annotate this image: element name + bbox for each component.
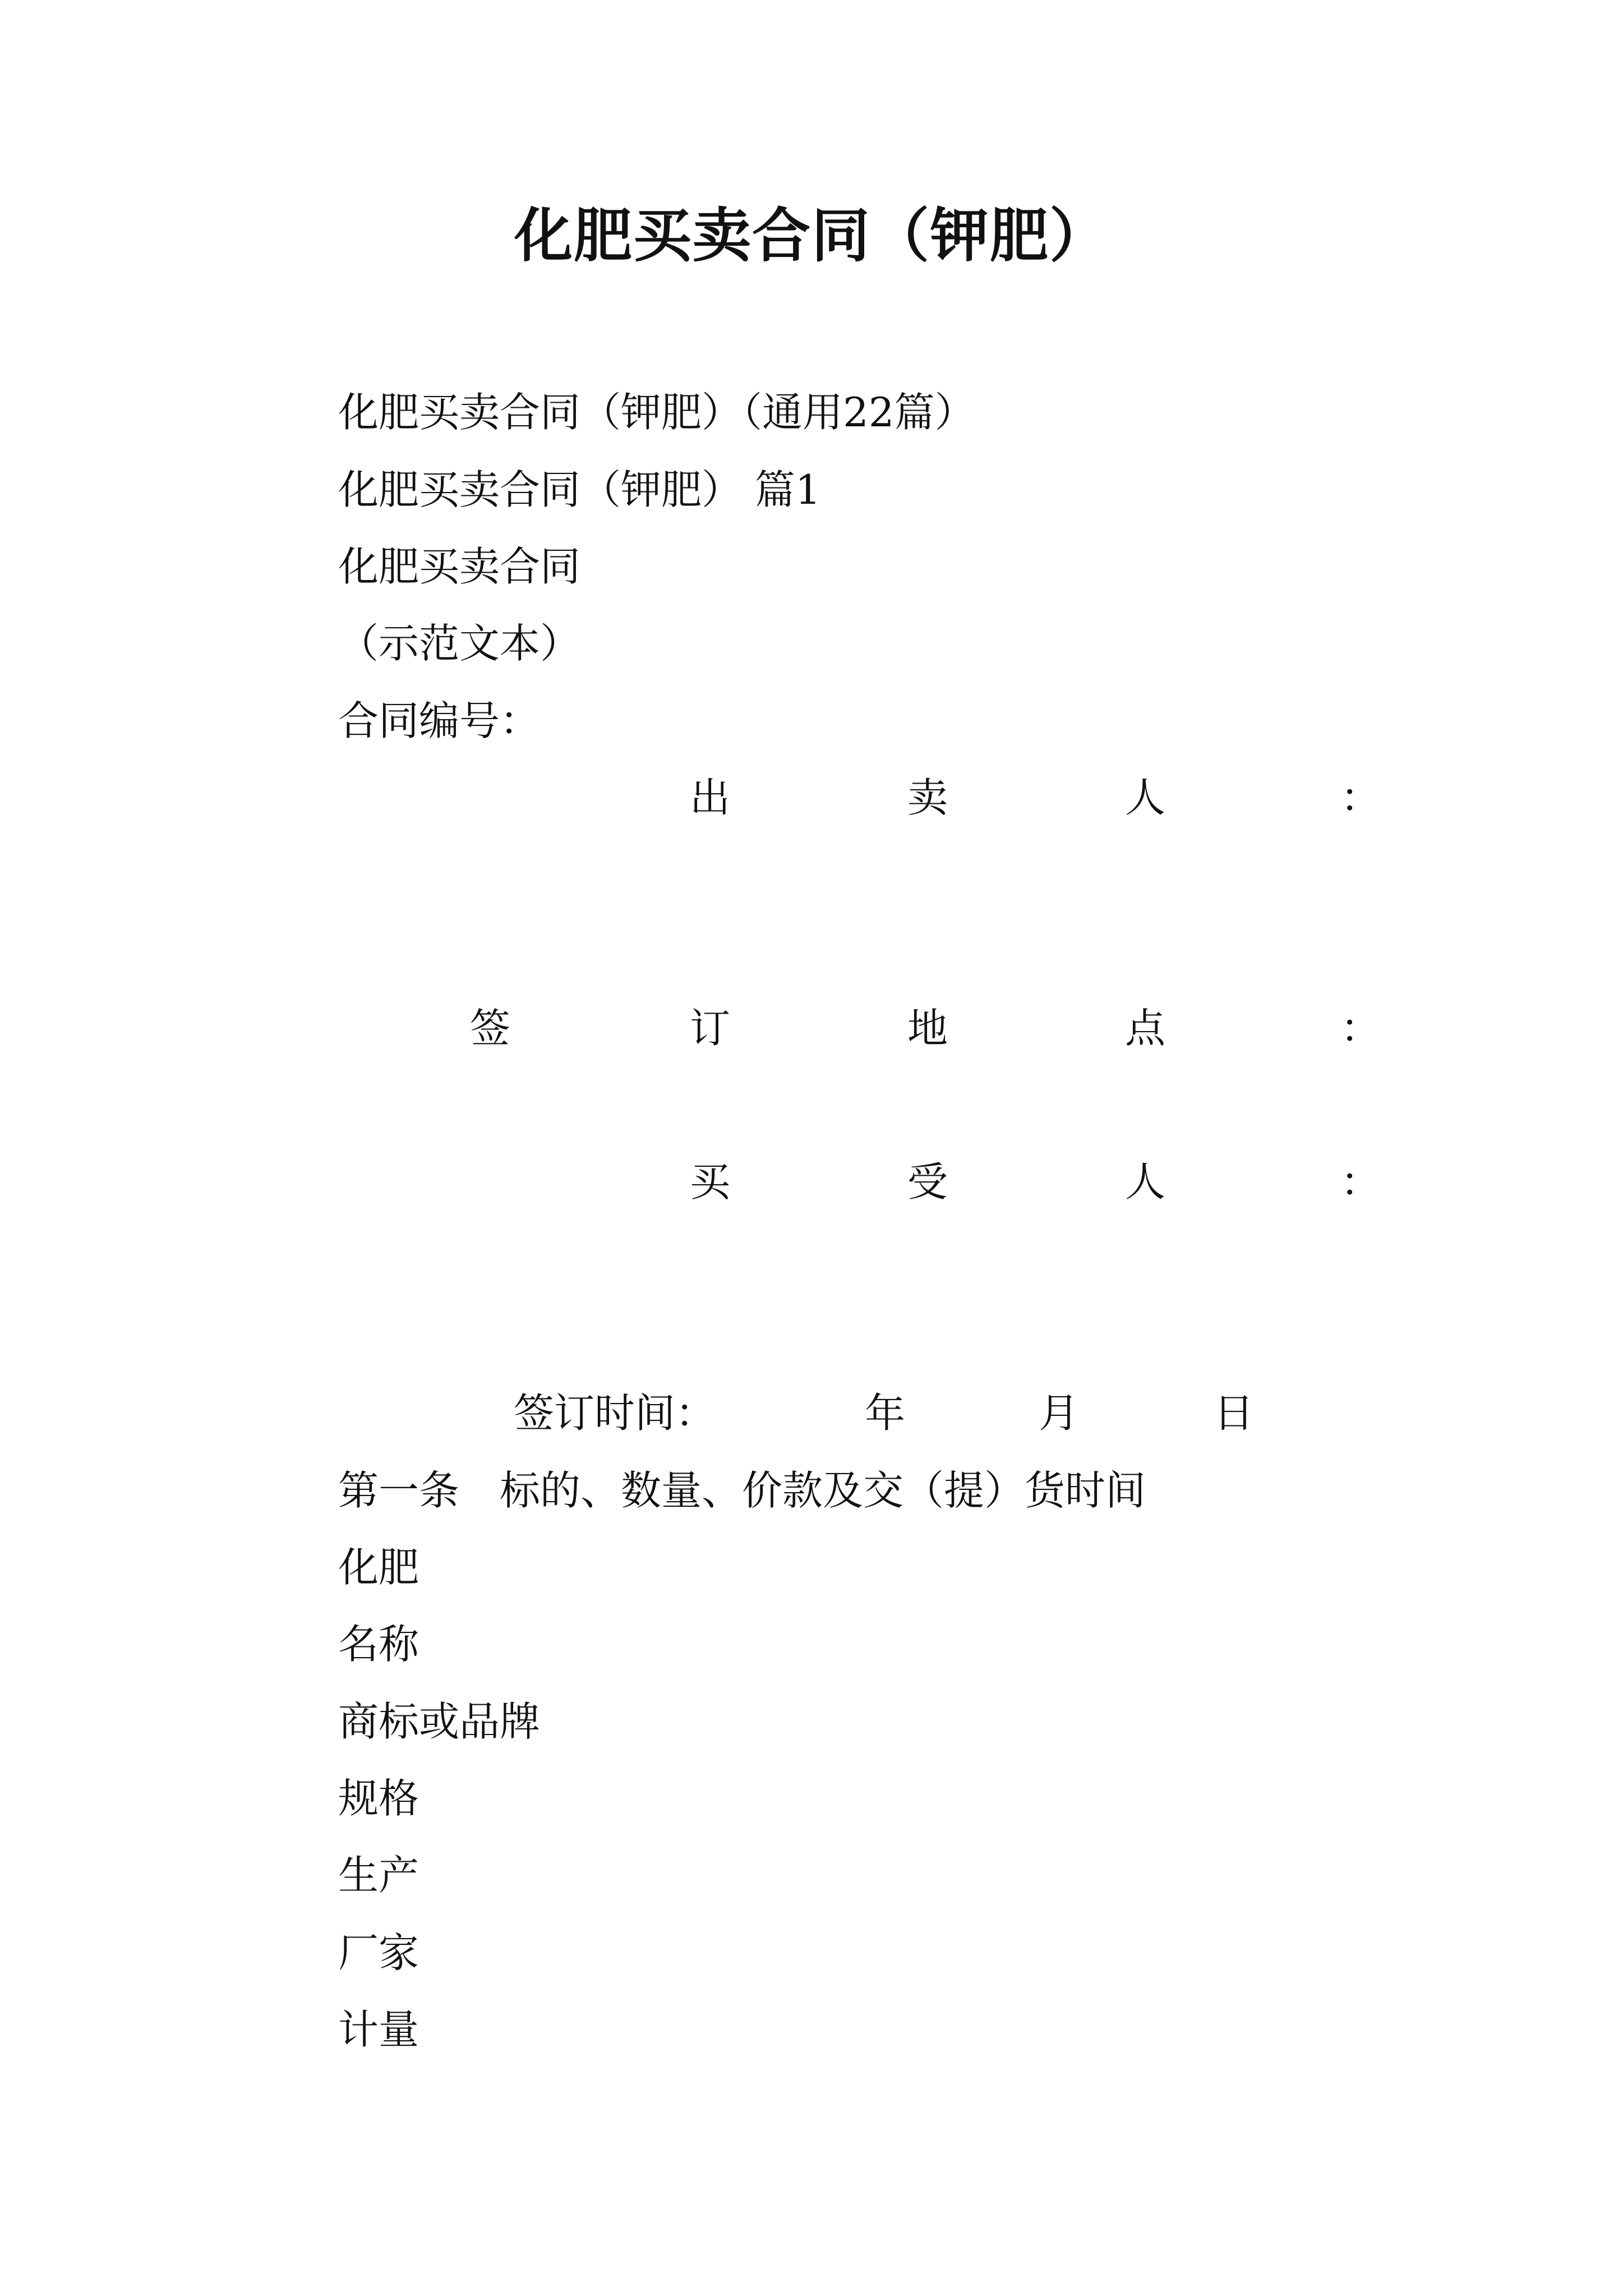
buyer-colon: ： <box>1340 1158 1381 1205</box>
place-char-3: 地 <box>907 1005 948 1052</box>
seller-char-2: 卖 <box>907 774 948 821</box>
field-measurement: 计量 <box>338 2006 419 2053</box>
place-char-1: 签 <box>470 1005 511 1052</box>
place-char-4: 点 <box>1125 1005 1166 1052</box>
heading-line-part1: 化肥买卖合同（钾肥） 篇1 <box>338 466 821 513</box>
seller-char-3: 人 <box>1125 774 1166 821</box>
signing-day-label: 日 <box>1214 1389 1255 1437</box>
signing-time-label: 签订时间： <box>514 1389 716 1437</box>
contract-number-label: 合同编号： <box>338 697 541 744</box>
seller-colon: ： <box>1340 774 1381 821</box>
heading-line-sample: （示范文本） <box>338 620 581 667</box>
buyer-char-3: 人 <box>1125 1158 1166 1205</box>
field-production: 生产 <box>338 1852 419 1899</box>
document-title: 化肥买卖合同（钾肥） <box>514 201 1109 270</box>
field-fertilizer: 化肥 <box>338 1544 419 1591</box>
heading-line-general: 化肥买卖合同（钾肥）（通用22篇） <box>338 389 975 436</box>
place-char-2: 订 <box>690 1005 731 1052</box>
heading-line-contract: 化肥买卖合同 <box>338 543 581 590</box>
place-colon: ： <box>1340 1005 1381 1052</box>
article-1-heading: 第一条 标的、数量、价款及交（提）货时间 <box>338 1467 1146 1514</box>
signing-year-label: 年 <box>865 1389 906 1437</box>
seller-char-1: 出 <box>690 774 731 821</box>
field-name: 名称 <box>338 1621 419 1668</box>
buyer-char-1: 买 <box>690 1158 731 1205</box>
field-manufacturer: 厂家 <box>338 1929 419 1976</box>
buyer-char-2: 受 <box>907 1158 948 1205</box>
field-trademark: 商标或品牌 <box>338 1698 541 1745</box>
signing-month-label: 月 <box>1039 1389 1080 1437</box>
field-spec: 规格 <box>338 1775 419 1822</box>
